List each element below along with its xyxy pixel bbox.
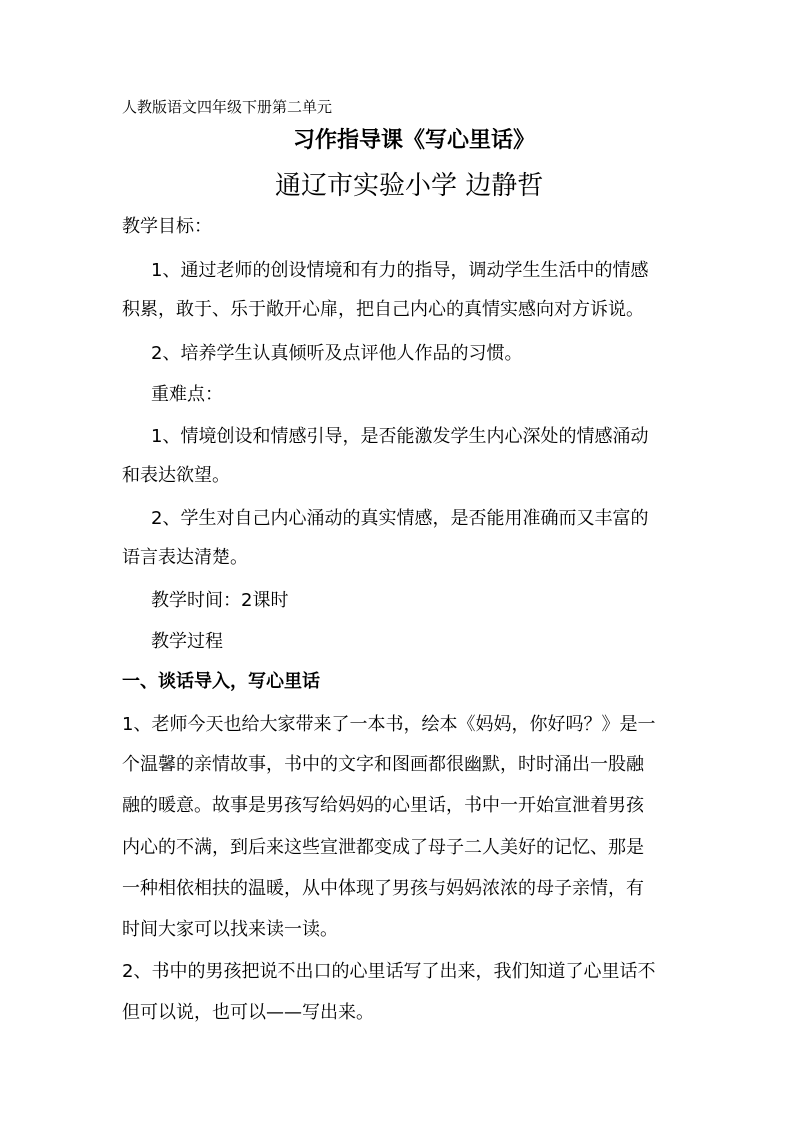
section-1-heading: 一、谈话导入，写心里话 bbox=[122, 671, 320, 692]
paragraph-line: 1、老师今天也给大家带来了一本书，绘本《妈妈，你好吗？》是一 bbox=[122, 714, 656, 735]
paragraph-line: 融的暖意。故事是男孩写给妈妈的心里话，书中一开始宣泄着男孩 bbox=[122, 795, 644, 816]
paragraph-line: 语言表达清楚。 bbox=[122, 547, 248, 568]
objectives-heading: 教学目标： bbox=[122, 216, 212, 237]
paragraph-line: 时间大家可以找来读一读。 bbox=[122, 919, 338, 940]
paragraph-line: 个温馨的亲情故事，书中的文字和图画都很幽默，时时涌出一股融 bbox=[122, 754, 644, 775]
paragraph-line: 1、通过老师的创设情境和有力的指导，调动学生生活中的情感 bbox=[151, 260, 649, 281]
paragraph-line: 1、情境创设和情感引导，是否能激发学生内心深处的情感涌动 bbox=[151, 426, 649, 447]
author-line: 通辽市实验小学 边静哲 bbox=[275, 171, 544, 201]
objective-2: 2、培养学生认真倾听及点评他人作品的习惯。 bbox=[151, 343, 523, 364]
key-points-heading: 重难点： bbox=[151, 384, 223, 405]
document-header: 人教版语文四年级下册第二单元 bbox=[122, 98, 333, 116]
paragraph-line: 但可以说，也可以——写出来。 bbox=[122, 1002, 374, 1023]
process-heading: 教学过程 bbox=[151, 631, 223, 652]
document-title: 习作指导课《写心里话》 bbox=[293, 127, 536, 153]
teaching-time: 教学时间：2课时 bbox=[151, 590, 289, 611]
paragraph-line: 和表达欲望。 bbox=[122, 465, 230, 486]
paragraph-line: 2、书中的男孩把说不出口的心里话写了出来，我们知道了心里话不 bbox=[122, 961, 656, 982]
paragraph-line: 2、学生对自己内心涌动的真实情感，是否能用准确而又丰富的 bbox=[151, 508, 649, 529]
paragraph-line: 积累，敢于、乐于敞开心扉，把自己内心的真情实感向对方诉说。 bbox=[122, 299, 644, 320]
paragraph-line: 一种相依相扶的温暖，从中体现了男孩与妈妈浓浓的母子亲情，有 bbox=[122, 878, 644, 899]
paragraph-line: 内心的不满，到后来这些宣泄都变成了母子二人美好的记忆、那是 bbox=[122, 837, 644, 858]
